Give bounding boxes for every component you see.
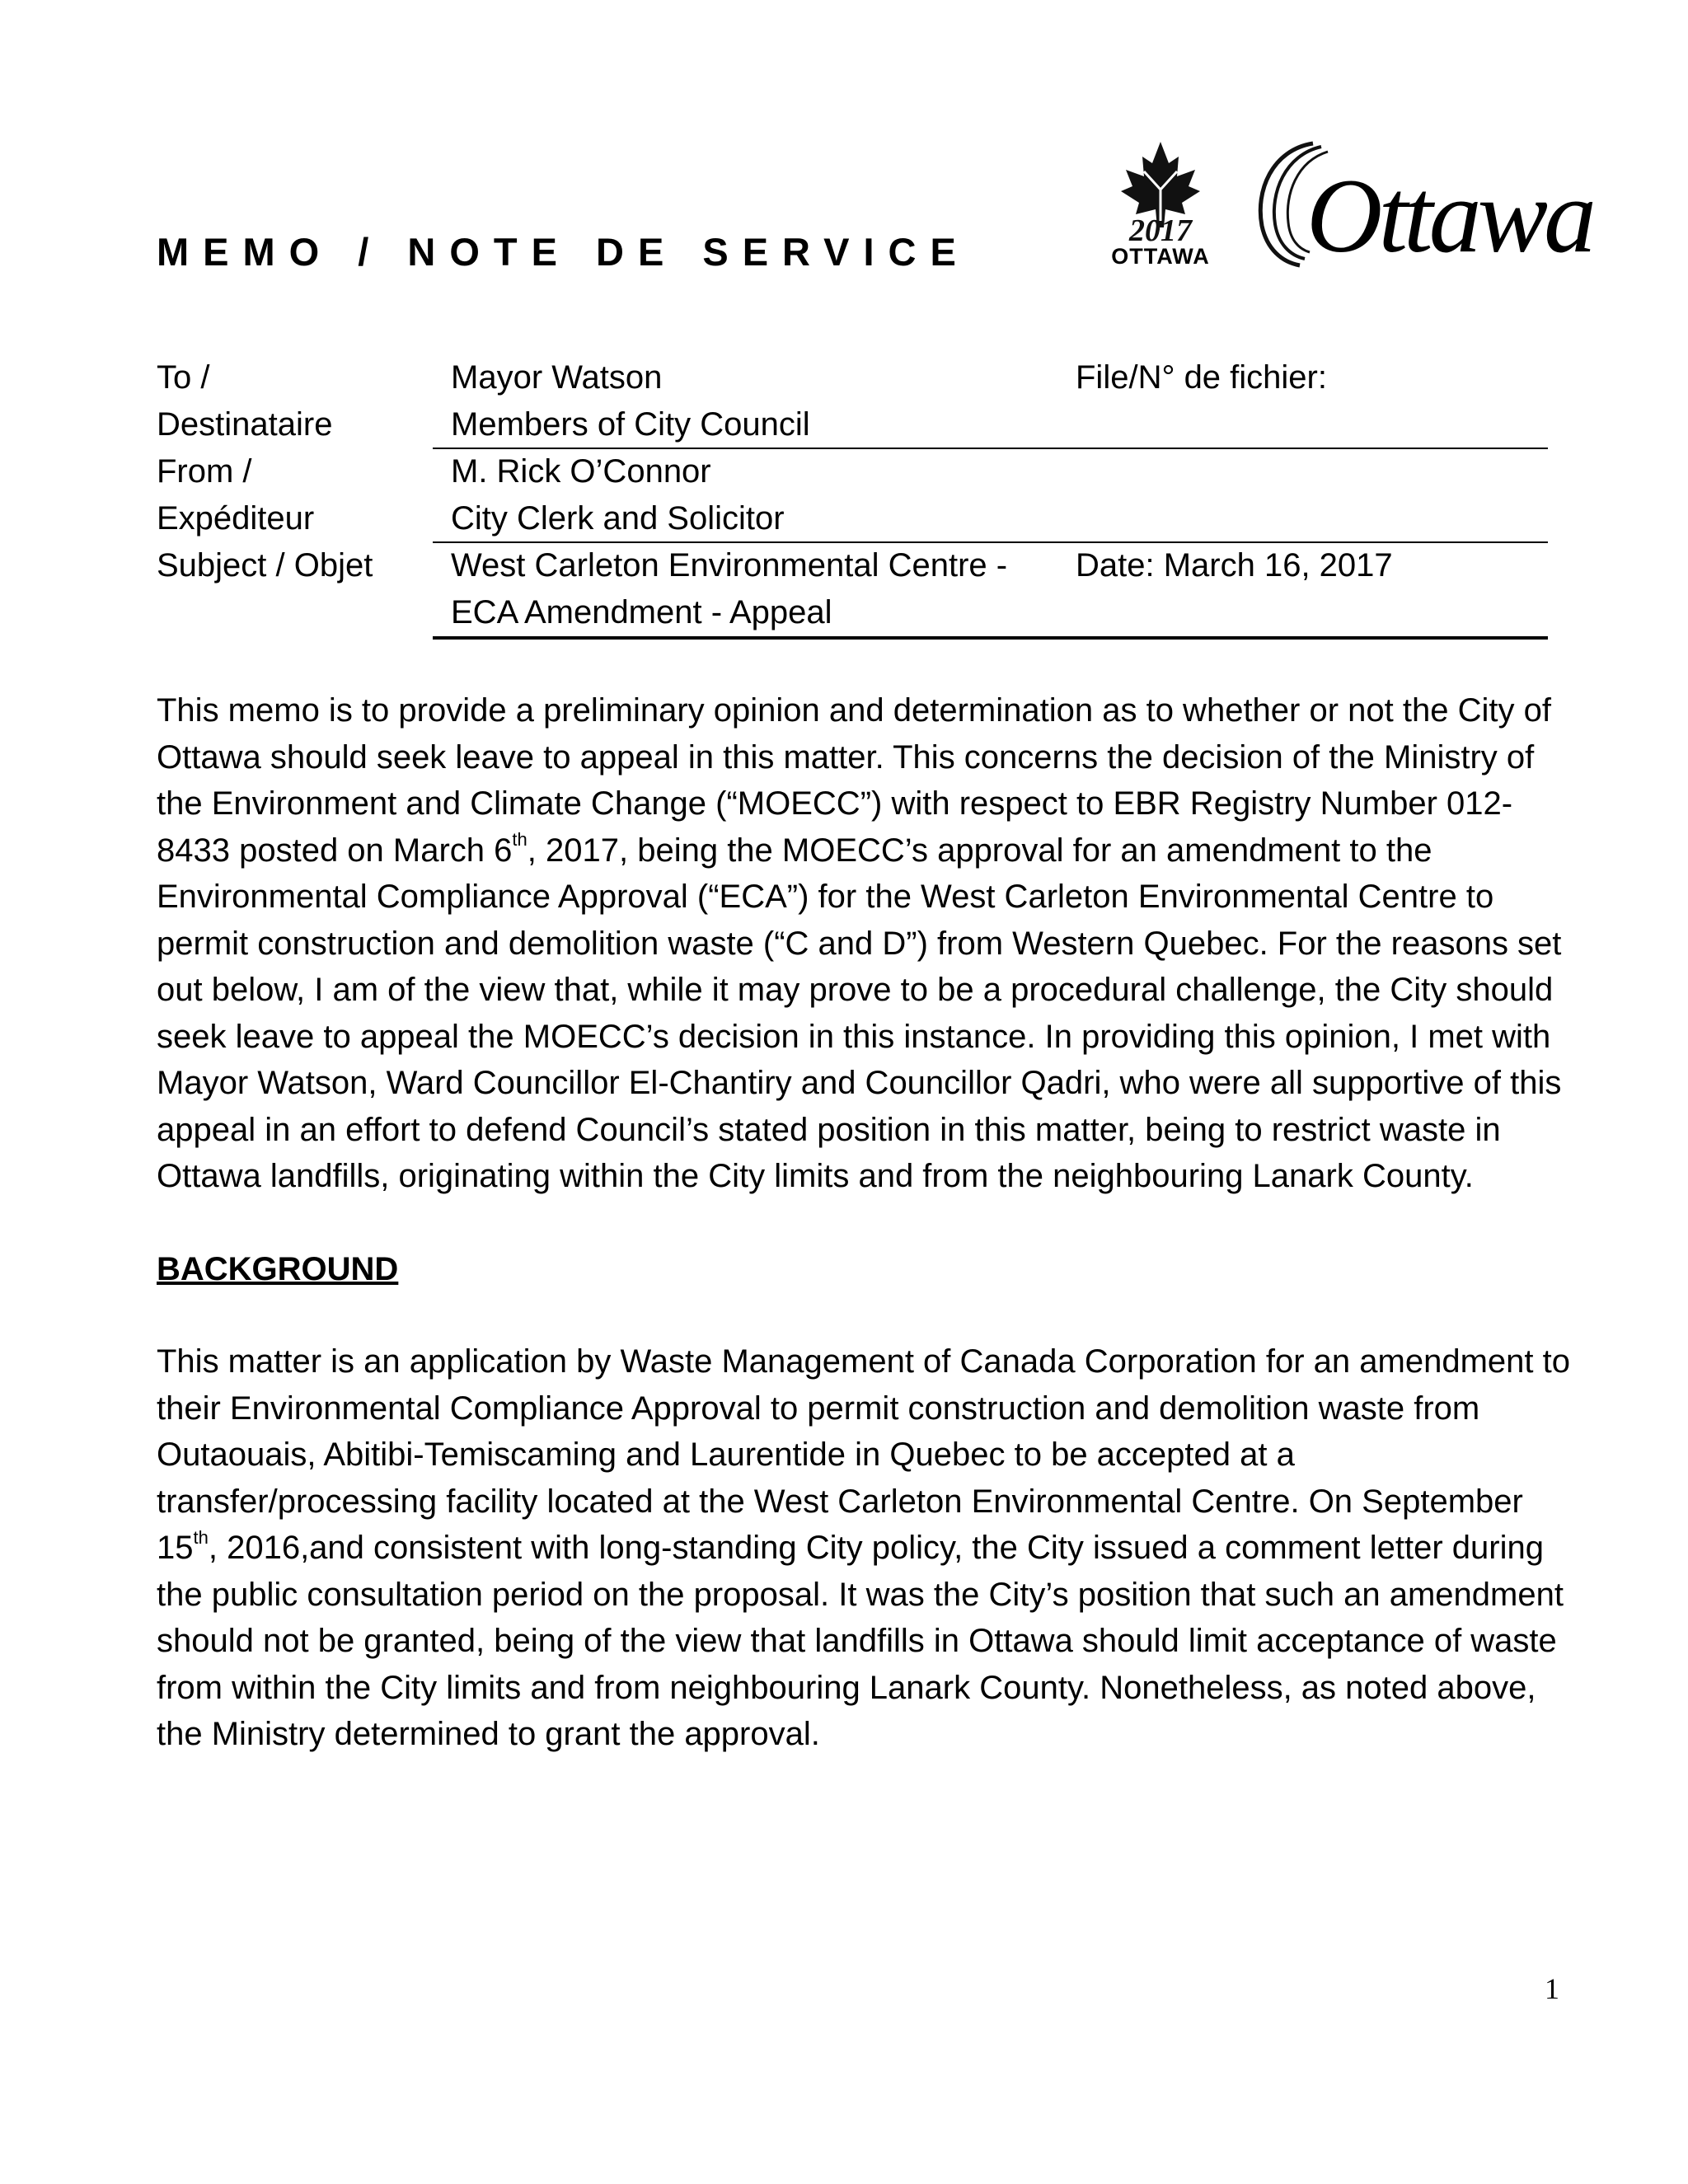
subject-label: Subject / Objet (157, 547, 373, 583)
page-number: 1 (1545, 1972, 1559, 2005)
subject-row (157, 542, 1548, 636)
ottawa-2017-logo (1103, 138, 1218, 274)
ottawa-wordmark: Ottawa (1306, 157, 1592, 274)
from-label: From / (157, 453, 252, 490)
memo-date: Date: March 16, 2017 (1076, 547, 1393, 583)
header-bottom-rule (433, 636, 1548, 640)
from-label-fr: Expéditeur (157, 500, 315, 537)
maple-leaf-icon (1103, 138, 1218, 246)
city-of-ottawa-logo (1249, 134, 1592, 274)
logo-city-text: OTTAWA (1111, 244, 1210, 269)
memo-body (157, 687, 1574, 1758)
memo-title: MEMO / NOTE DE SERVICE (157, 230, 970, 274)
to-row (157, 354, 1548, 448)
to-label-fr: Destinataire (157, 406, 333, 443)
intro-paragraph: This memo is to provide a preliminary opinion and determination as to whether or not the City of Ottawa should seek leave to appeal in this matter. This concerns the decision of the Ministry of the Environment and Climate Change (“MOECC”) with respect to EBR Registry Number 012-8433 posted on March 6th, 2017, being the MOECC’s approval for an amendment to the Environmental Compliance Approval (“ECA”) for the West Carleton Environmental Centre to permit construction and demolition waste (“C and D”) from Western Quebec. For the reasons set out below, I am of the view that, while it may prove to be a procedural challenge, the City should seek leave to appeal the MOECC’s decision in this instance. In providing this opinion, I met with Mayor Watson, Ward Councillor El-Chantiry and Councillor Qadri, who were all supportive of this appeal in an effort to defend Council’s stated position in this matter, being to restrict waste in Ottawa landfills, originating within the City limits and from the neighbouring Lanark County. (157, 692, 1562, 1194)
from-row (157, 448, 1548, 542)
to-recipient-2: Members of City Council (451, 406, 810, 443)
subject-line-2: ECA Amendment - Appeal (451, 594, 832, 630)
background-heading: BACKGROUND (157, 1250, 399, 1287)
memo-header (157, 354, 1548, 636)
logo-year-text: 2017 (1129, 213, 1192, 246)
from-sender-title: City Clerk and Solicitor (451, 500, 785, 537)
subject-line-1: West Carleton Environmental Centre - (451, 547, 1008, 583)
to-recipient-1: Mayor Watson (451, 359, 663, 396)
from-sender-name: M. Rick O’Connor (451, 453, 711, 490)
background-paragraph: This matter is an application by Waste Management of Canada Corporation for an amendment to their Environmental Compliance Approval to permit construction and demolition waste from Outaouais, Abitibi-Temiscaming and Laurentide in Quebec to be accepted at a transfer/processing facility located at the West Carleton Environmental Centre. On September 15th, 2016,and consistent with long-standing City policy, the City issued a comment letter during the public consultation period on the proposal. It was the City’s position that such an amendment should not be granted, being of the view that landfills in Ottawa should limit acceptance of waste from within the City limits and from neighbouring Lanark County. Nonetheless, as noted above, the Ministry determined to grant the approval. (157, 1343, 1570, 1752)
to-label: To / (157, 359, 210, 396)
file-number-label: File/N° de fichier: (1076, 359, 1327, 396)
